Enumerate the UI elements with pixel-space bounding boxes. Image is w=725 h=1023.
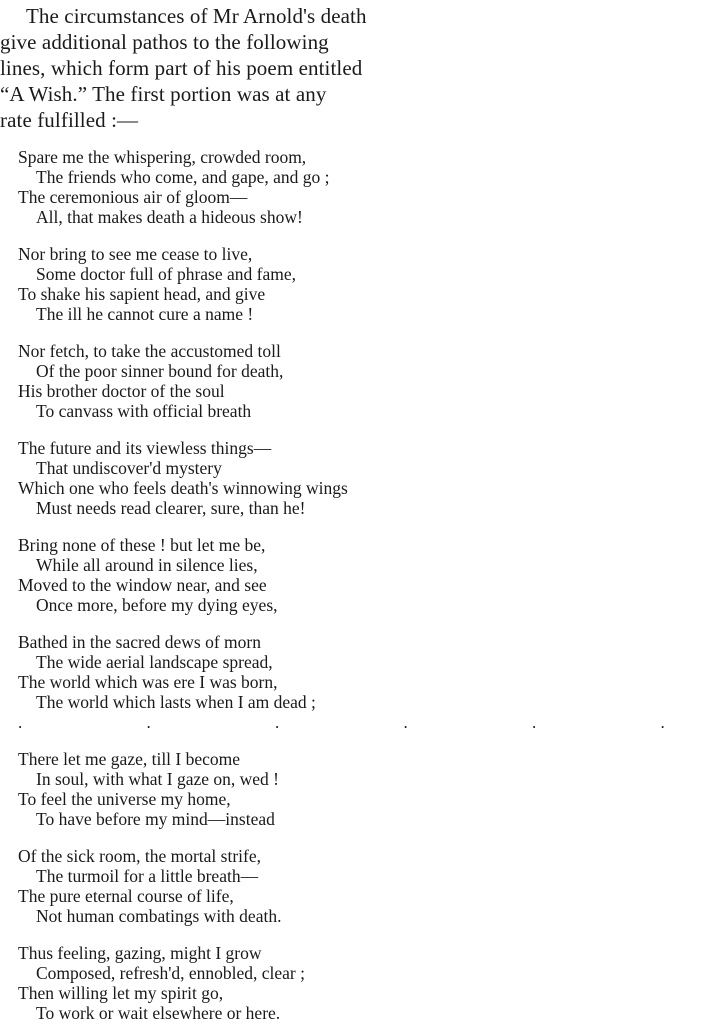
stanza (0, 341, 487, 421)
poem-line: To have before my mind—instead (36, 809, 275, 829)
stanza (0, 846, 487, 926)
ellipsis-dots: . . . . . . (18, 713, 725, 732)
poem-line: To shake his sapient head, and give (18, 284, 266, 304)
poem-line: The world which was ere I was born, (18, 672, 278, 692)
poem-line: Bring none of these ! but let me be, (18, 535, 266, 555)
poem-line: There let me gaze, till I become (18, 749, 241, 769)
poem-line: All, that makes death a hideous show! (36, 207, 303, 227)
poem-line: The ill he cannot cure a name ! (36, 304, 254, 324)
poem-line: That undiscover'd mystery (36, 458, 222, 478)
poem-line: Then willing let my spirit go, (18, 983, 224, 1003)
stanza (0, 632, 725, 732)
poem-line: Spare me the whispering, crowded room, (18, 147, 307, 167)
poem-a-wish (0, 147, 725, 1023)
stanza (0, 535, 487, 615)
intro-paragraph (0, 0, 487, 133)
poem-line: His brother doctor of the soul (18, 381, 225, 401)
poem-line: The world which lasts when I am dead ; (36, 692, 316, 712)
poem-line: To work or wait elsewhere or here. (36, 1003, 281, 1023)
poem-line: Which one who feels death's winnowing wings (18, 478, 348, 498)
poem-line: Of the sick room, the mortal strife, (18, 846, 261, 866)
poem-line: The pure eternal course of life, (18, 886, 234, 906)
poem-line: The ceremonious air of gloom— (18, 187, 248, 207)
poem-line: Not human combatings with death. (36, 906, 282, 926)
poem-line: Nor bring to see me cease to live, (18, 244, 253, 264)
stanza (0, 438, 487, 518)
poem-line: The wide aerial landscape spread, (36, 652, 273, 672)
poem-line: Some doctor full of phrase and fame, (36, 264, 296, 284)
poem-line: The future and its viewless things— (18, 438, 272, 458)
poem-line: Composed, refresh'd, ennobled, clear ; (36, 963, 305, 983)
poem-line: To feel the universe my home, (18, 789, 231, 809)
poem-line: The friends who come, and gape, and go ; (36, 167, 330, 187)
poem-line: Once more, before my dying eyes, (36, 595, 278, 615)
poem-line: Nor fetch, to take the accustomed toll (18, 341, 281, 361)
stanza (0, 749, 487, 829)
poem-line: In soul, with what I gaze on, wed ! (36, 769, 279, 789)
poem-line: Of the poor sinner bound for death, (36, 361, 284, 381)
stanza (0, 943, 487, 1023)
poem-line: The turmoil for a little breath— (36, 866, 259, 886)
poem-line: Must needs read clearer, sure, than he! (36, 498, 306, 518)
intro-line: The circumstances of Mr Arnold's death (26, 4, 367, 28)
poem-line: To canvass with official breath (36, 401, 252, 421)
intro-line: give additional pathos to the following (0, 30, 329, 54)
poem-line: Thus feeling, gazing, might I grow (18, 943, 262, 963)
intro-line: lines, which form part of his poem entitled (0, 56, 363, 80)
intro-line: rate fulfilled :— (0, 108, 139, 132)
intro-line: “A Wish.” The first portion was at any (0, 82, 327, 106)
poem-line: While all around in silence lies, (36, 555, 258, 575)
poem-line: Moved to the window near, and see (18, 575, 267, 595)
stanza (0, 147, 487, 227)
poem-line: Bathed in the sacred dews of morn (18, 632, 261, 652)
stanza (0, 244, 487, 324)
